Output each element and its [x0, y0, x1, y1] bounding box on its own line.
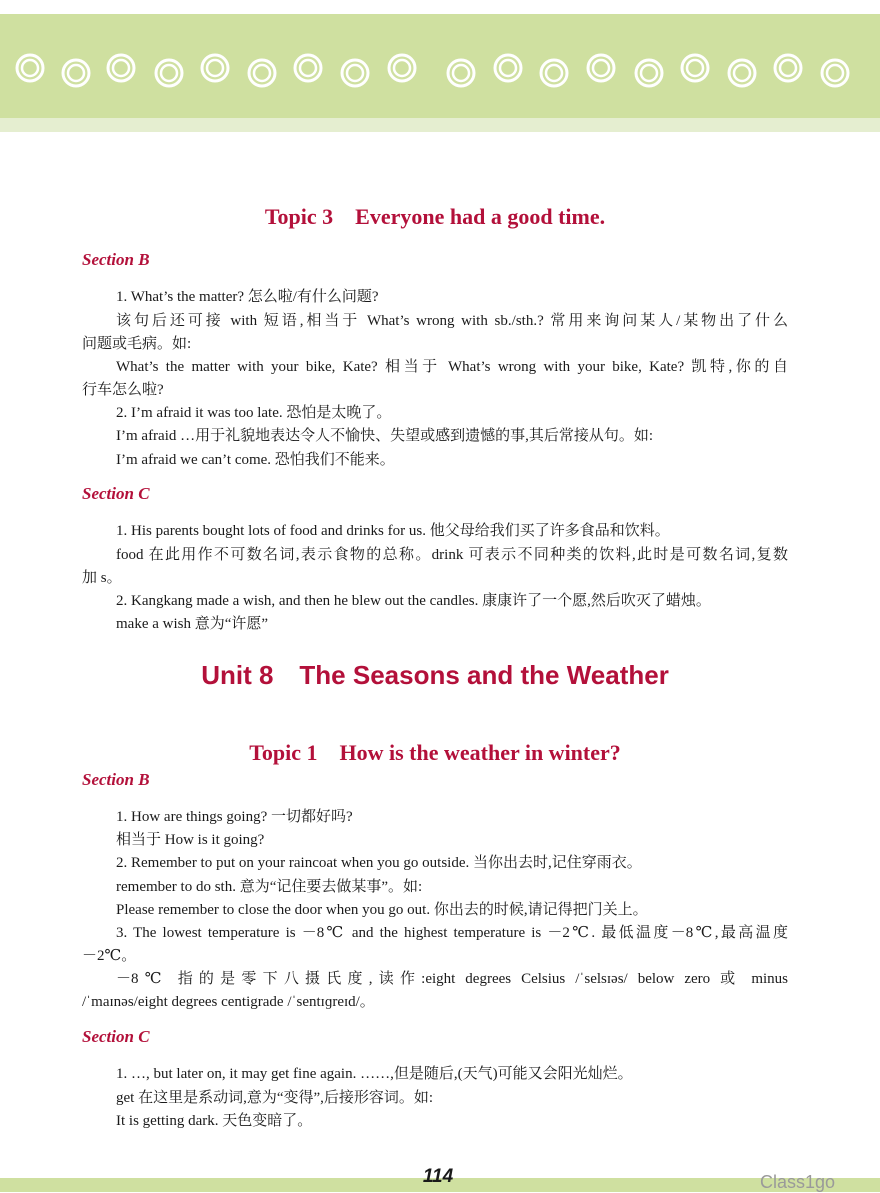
- paragraph-line: 1. What’s the matter? 怎么啦/有什么问题?: [116, 289, 379, 305]
- paragraph-line: 1. How are things going? 一切都好吗?: [116, 809, 353, 825]
- ring-ornament: [254, 65, 270, 81]
- ring-ornament: [453, 65, 469, 81]
- paragraph-line: 加 s。: [82, 570, 122, 586]
- header-decoration-band: [0, 0, 880, 132]
- paragraph-line: What’s the matter with your bike, Kate? 相当于 What’s wrong with your bike, Kate? 凯特,你的自: [116, 359, 788, 375]
- ring-ornament: [22, 60, 38, 76]
- topic1-section-b-label: Section B: [82, 770, 150, 789]
- paragraph-line: remember to do sth. 意为“记住要去做某事”。如:: [116, 879, 423, 895]
- paragraph-line: make a wish 意为“许愿”: [116, 616, 269, 632]
- paragraph-line: /ˈmaɪnəs/eight degrees centigrade /ˈsentɪɡreɪd/。: [82, 994, 375, 1010]
- ring-ornament: [394, 60, 410, 76]
- decorative-rings: [0, 0, 880, 132]
- ring-ornament: [68, 65, 84, 81]
- unit8-title: Unit 8 The Seasons and the Weather: [201, 660, 669, 690]
- ring-ornament: [593, 60, 609, 76]
- paragraph-line: 3. The lowest temperature is －8℃ and the highest temperature is －2℃. 最低温度－8℃,最高温度: [116, 925, 788, 941]
- paragraph-line: 该句后还可接 with 短语,相当于 What’s wrong with sb./sth.? 常用来询问某人/某物出了什么: [116, 313, 788, 329]
- paragraph-line: －2℃。: [82, 948, 137, 964]
- paragraph-line: food 在此用作不可数名词,表示食物的总称。drink 可表示不同种类的饮料,此时是可数名词,复数: [116, 547, 788, 563]
- paragraph-line: 1. …, but later on, it may get fine again. ……,但是随后,(天气)可能又会阳光灿烂。: [116, 1066, 633, 1082]
- ring-ornament: [161, 65, 177, 81]
- ring-ornament: [546, 65, 562, 81]
- ring-ornament: [500, 60, 516, 76]
- page-number: 114: [422, 1166, 454, 1187]
- ring-ornament: [113, 60, 129, 76]
- ring-ornament: [347, 65, 363, 81]
- topic1-section-c-label: Section C: [82, 1027, 150, 1046]
- ring-ornament: [780, 60, 796, 76]
- paragraph-line: 2. Remember to put on your raincoat when you go outside. 当你出去时,记住穿雨衣。: [116, 855, 642, 871]
- paragraph-line: Please remember to close the door when you go out. 你出去的时候,请记得把门关上。: [116, 902, 648, 918]
- topic1-title: Topic 1 How is the weather in winter?: [249, 740, 621, 765]
- paragraph-line: －8℃ 指的是零下八摄氏度,读作:eight degrees Celsius /ˈselsɪəs/ below zero 或 minus: [116, 971, 788, 987]
- paragraph-line: I’m afraid …用于礼貌地表达令人不愉快、失望或感到遗憾的事,其后常接从句。如:: [116, 428, 654, 444]
- paragraph-line: 行车怎么啦?: [82, 382, 164, 398]
- topic3-section-c-label: Section C: [82, 484, 150, 503]
- paragraph-line: 2. I’m afraid it was too late. 恐怕是太晚了。: [116, 405, 392, 421]
- paragraph-line: 问题或毛病。如:: [82, 336, 192, 352]
- ring-ornament: [734, 65, 750, 81]
- topic3-title: Topic 3 Everyone had a good time.: [264, 204, 606, 229]
- paragraph-line: get 在这里是系动词,意为“变得”,后接形容词。如:: [116, 1090, 434, 1106]
- topic3-section-b-label: Section B: [82, 250, 150, 269]
- paragraph-line: 1. His parents bought lots of food and drinks for us. 他父母给我们买了许多食品和饮料。: [116, 523, 670, 539]
- ring-ornament: [641, 65, 657, 81]
- paragraph-line: It is getting dark. 天色变暗了。: [116, 1113, 313, 1129]
- ring-ornament: [687, 60, 703, 76]
- paragraph-line: 2. Kangkang made a wish, and then he blew out the candles. 康康许了一个愿,然后吹灭了蜡烛。: [116, 593, 711, 609]
- watermark: Class1go: [760, 1172, 836, 1192]
- paragraph-line: 相当于 How is it going?: [116, 832, 265, 848]
- paragraph-line: I’m afraid we can’t come. 恐怕我们不能来。: [116, 452, 395, 468]
- ring-ornament: [300, 60, 316, 76]
- ring-ornament: [207, 60, 223, 76]
- ring-ornament: [827, 65, 843, 81]
